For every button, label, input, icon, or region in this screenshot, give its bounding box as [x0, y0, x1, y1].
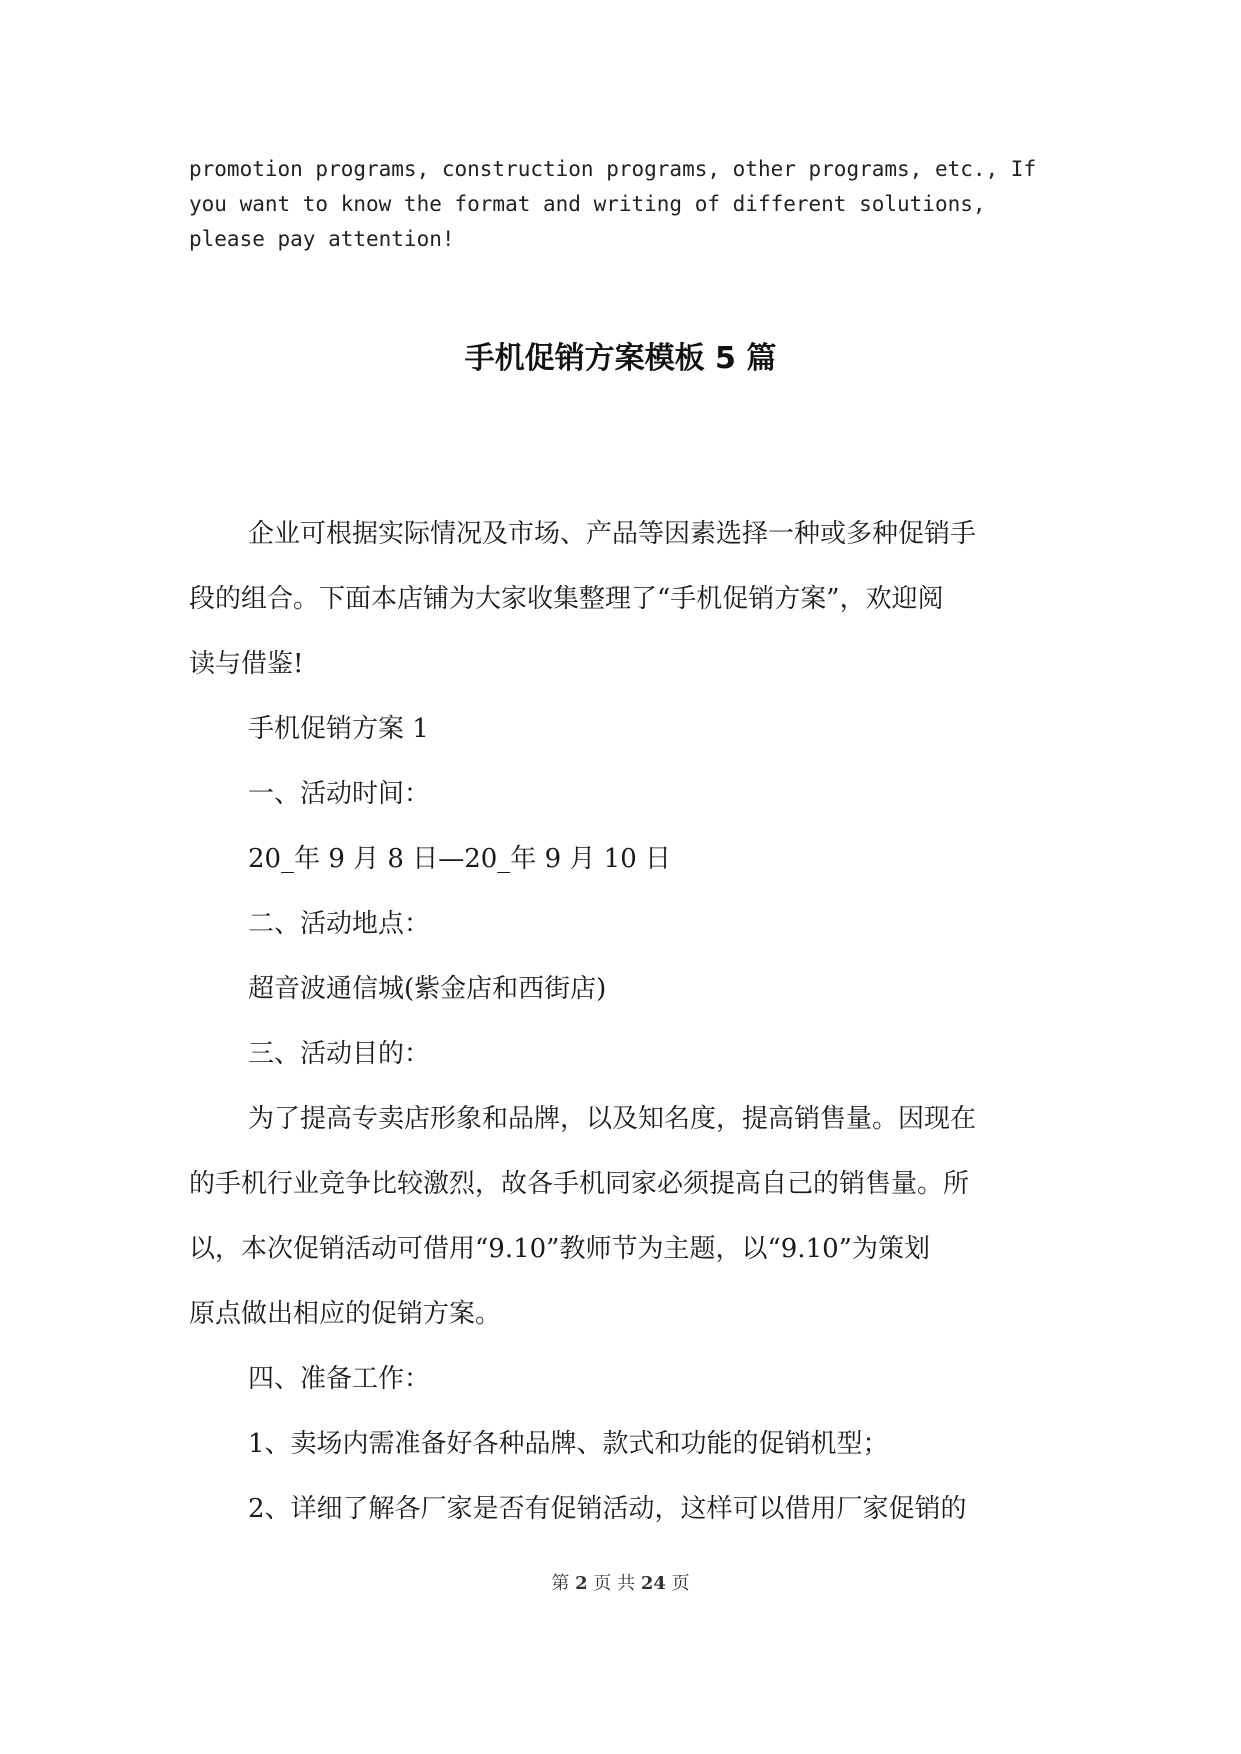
body-line: 以，本次促销活动可借用“9.10”教师节为主题，以“9.10”为策划	[189, 1234, 930, 1264]
page-footer	[0, 1572, 1241, 1596]
footer-prefix: 第	[551, 1573, 570, 1594]
body-line: 为了提高专卖店形象和品牌，以及知名度，提高销售量。因现在	[248, 1104, 977, 1134]
intro-paragraph	[189, 152, 1069, 257]
footer-page-number: 2	[575, 1573, 588, 1594]
footer-total-pages: 24	[640, 1573, 666, 1594]
footer-middle: 页 共	[593, 1573, 636, 1594]
body-line: 1、卖场内需准备好各种品牌、款式和功能的促销机型；	[248, 1429, 889, 1459]
body-line: 二、活动地点：	[248, 909, 431, 939]
body-line: 一、活动时间：	[248, 779, 431, 809]
intro-line: please pay attention!	[189, 227, 455, 251]
intro-line: promotion programs, construction programs, other programs, etc., If	[189, 157, 1037, 181]
body-line: 手机促销方案 1	[248, 714, 429, 744]
body-line: 2、详细了解各厂家是否有促销活动，这样可以借用厂家促销的	[248, 1494, 967, 1524]
body-line: 读与借鉴!	[189, 649, 304, 679]
body-line: 三、活动目的：	[248, 1039, 431, 1069]
body-line: 原点做出相应的促销方案。	[189, 1299, 502, 1329]
footer-suffix: 页	[671, 1573, 690, 1594]
body-line: 段的组合。下面本店铺为大家收集整理了“手机促销方案”，欢迎阅	[189, 584, 944, 614]
intro-line: you want to know the format and writing of different solutions,	[189, 192, 986, 216]
body-line: 四、准备工作：	[248, 1364, 431, 1394]
document-title: 手机促销方案模板 5 篇	[464, 341, 777, 376]
body-line: 20_年 9 月 8 日—20_年 9 月 10 日	[248, 844, 671, 874]
document-body	[189, 502, 1059, 1542]
body-line: 的手机行业竞争比较激烈，故各手机同家必须提高自己的销售量。所	[189, 1169, 970, 1199]
body-line: 企业可根据实际情况及市场、产品等因素选择一种或多种促销手	[248, 519, 977, 549]
body-line: 超音波通信城(紫金店和西街店)	[248, 974, 607, 1004]
